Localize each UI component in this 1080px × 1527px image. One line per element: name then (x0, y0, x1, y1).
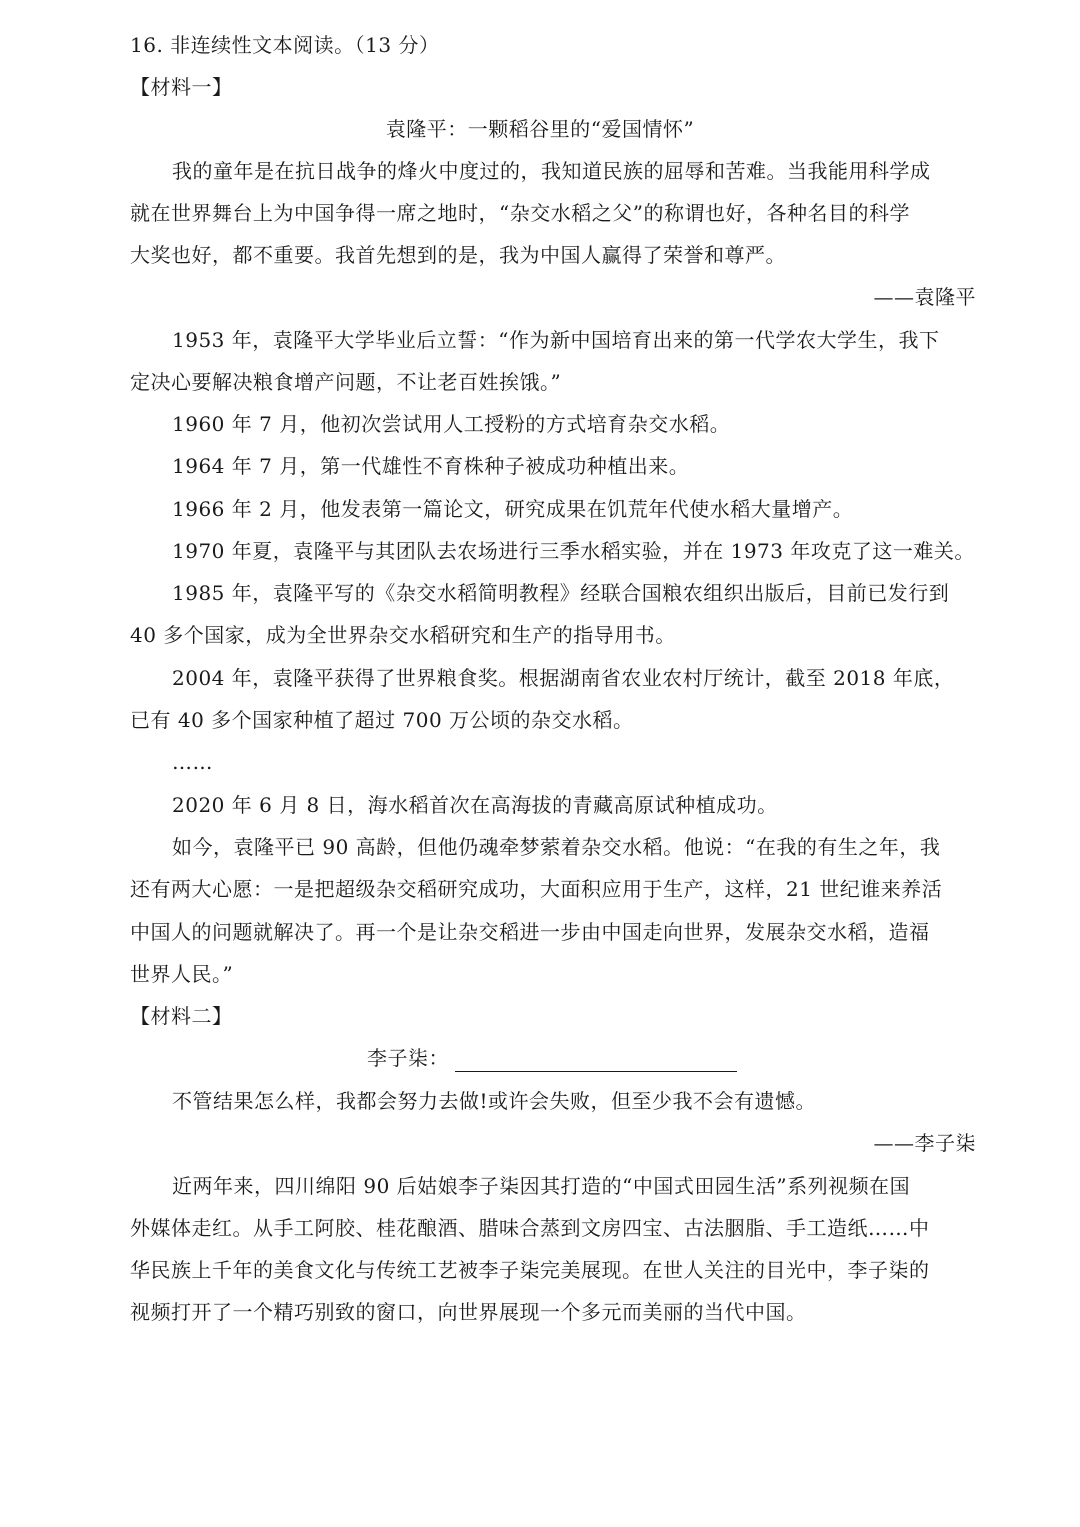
material2-title-prefix: 李子柒： (367, 1046, 449, 1070)
text-line: 还有两大心愿：一是把超级杂交稻研究成功，大面积应用于生产，这样，21 世纪谁来养活 (130, 877, 943, 901)
quote-line: 大奖也好，都不重要。我首先想到的是，我为中国人赢得了荣誉和尊严。 (130, 243, 786, 267)
text-line: 定决心要解决粮食增产问题，不让老百姓挨饿。” (130, 370, 562, 394)
text-line: 外媒体走红。从手工阿胶、桂花酿酒、腊味合蒸到文房四宝、古法胭脂、手工造纸……中 (130, 1216, 930, 1240)
text-line: 中国人的问题就解决了。再一个是让杂交稻进一步由中国走向世界，发展杂交水稻，造福 (130, 920, 930, 944)
answer-blank[interactable] (455, 1049, 737, 1072)
text-line: 如今，袁隆平已 90 高龄，但他仍魂牵梦萦着杂交水稻。他说：“在我的有生之年，我 (172, 835, 941, 859)
text-line: 华民族上千年的美食文化与传统工艺被李子柒完美展现。在世人关注的目光中，李子柒的 (130, 1258, 930, 1282)
text-line: 1964 年 7 月，第一代雄性不育株种子被成功种植出来。 (172, 454, 690, 478)
material1-title: 袁隆平：一颗稻谷里的“爱国情怀” (385, 117, 695, 141)
text-line: 1985 年，袁隆平写的《杂交水稻简明教程》经联合国粮农组织出版后，目前已发行到 (172, 581, 950, 605)
text-line: 视频打开了一个精巧别致的窗口，向世界展现一个多元而美丽的当代中国。 (130, 1300, 807, 1324)
material2-title (367, 1044, 737, 1072)
material1-label: 【材料一】 (130, 75, 233, 99)
text-line: 1953 年，袁隆平大学毕业后立誓：“作为新中国培育出来的第一代学农大学生，我下 (172, 328, 940, 352)
material2-quote: 不管结果怎么样，我都会努力去做!或许会失败，但至少我不会有遗憾。 (172, 1089, 817, 1113)
text-line: 40 多个国家，成为全世界杂交水稻研究和生产的指导用书。 (130, 623, 676, 647)
text-line: 1966 年 2 月，他发表第一篇论文，研究成果在饥荒年代使水稻大量增产。 (172, 497, 854, 521)
ellipsis: …… (172, 750, 213, 774)
quote-line: 我的童年是在抗日战争的烽火中度过的，我知道民族的屈辱和苦难。当我能用科学成 (172, 159, 931, 183)
text-line: 近两年来，四川绵阳 90 后姑娘李子柒因其打造的“中国式田园生活”系列视频在国 (172, 1174, 911, 1198)
material2-quote-author: ——李子柒 (873, 1131, 976, 1155)
text-line: 1970 年夏，袁隆平与其团队去农场进行三季水稻实验，并在 1973 年攻克了这一难关。 (172, 539, 975, 563)
text-line: 已有 40 多个国家种植了超过 700 万公顷的杂交水稻。 (130, 708, 634, 732)
material2-label: 【材料二】 (130, 1004, 233, 1028)
text-line: 2020 年 6 月 8 日，海水稻首次在高海拔的青藏高原试种植成功。 (172, 793, 778, 817)
question-heading: 16. 非连续性文本阅读。（13 分） (130, 33, 440, 57)
quote-author: ——袁隆平 (873, 285, 976, 309)
text-line: 1960 年 7 月，他初次尝试用人工授粉的方式培育杂交水稻。 (172, 412, 731, 436)
quote-line: 就在世界舞台上为中国争得一席之地时，“杂交水稻之父”的称谓也好，各种名目的科学 (130, 201, 910, 225)
text-line: 世界人民。” (130, 962, 234, 986)
text-line: 2004 年，袁隆平获得了世界粮食奖。根据湖南省农业农村厅统计，截至 2018 年底， (172, 666, 955, 690)
